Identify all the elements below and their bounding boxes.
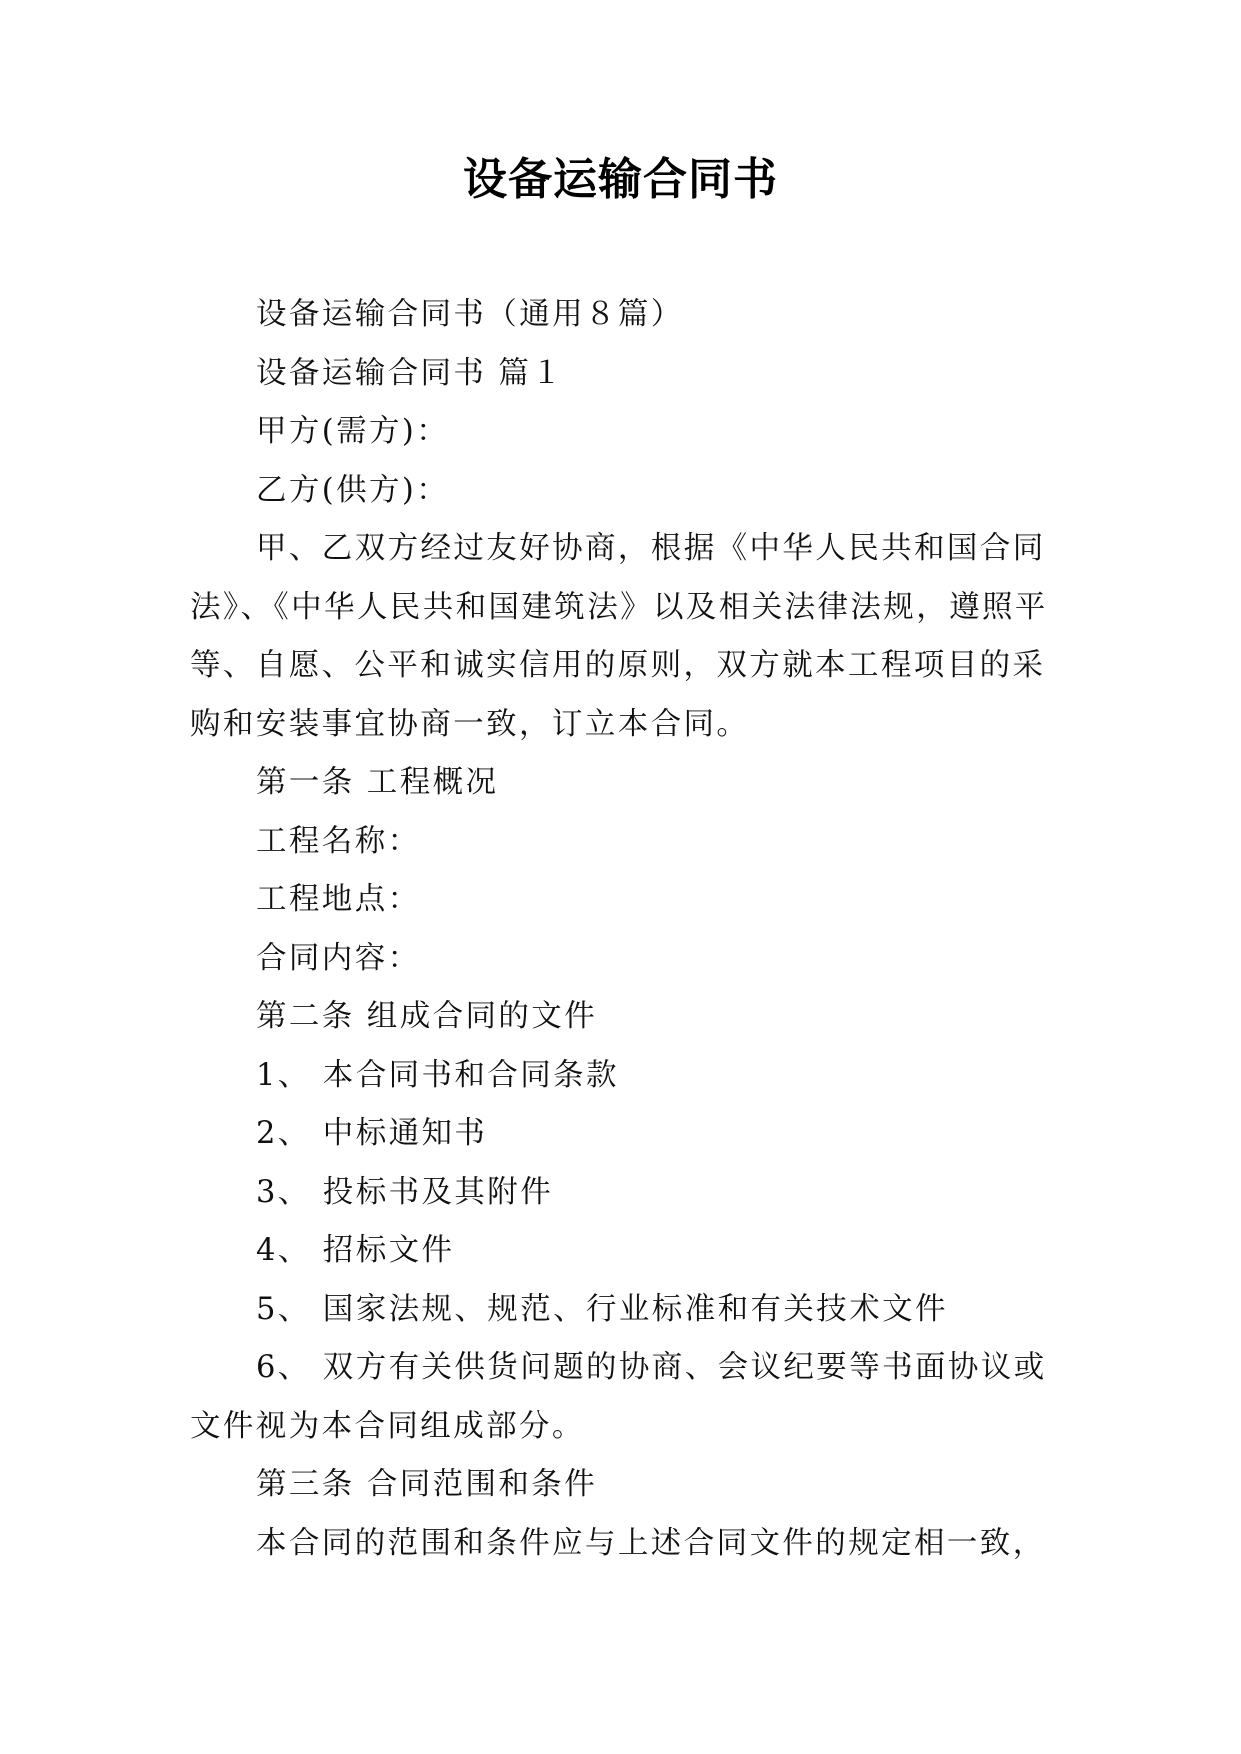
- article-heading: 第三条 合同范围和条件: [256, 1467, 598, 1502]
- list-item: 3、 投标书及其附件: [256, 1174, 554, 1210]
- paragraph-line: 法》、《中华人民共和国建筑法》以及相关法律法规，遵照平: [190, 589, 1048, 625]
- section-heading: 设备运输合同书 篇１: [256, 355, 565, 391]
- list-item: 6、 双方有关供货问题的协商、会议纪要等书面协议或: [256, 1350, 1047, 1385]
- document-body: [190, 286, 1052, 1573]
- paragraph-line: 甲、乙双方经过友好协商，根据《中华人民共和国合同: [256, 531, 1046, 566]
- list-item-continuation: 文件视为本合同组成部分。: [190, 1408, 585, 1444]
- field-line: 工程名称：: [256, 823, 421, 859]
- field-line: 工程地点：: [256, 882, 421, 917]
- paragraph-line: 本合同的范围和条件应与上述合同文件的规定相一致，: [256, 1525, 1046, 1561]
- list-item: 2、 中标通知书: [256, 1116, 488, 1151]
- list-item: 4、 招标文件: [256, 1233, 455, 1268]
- list-item: 1、 本合同书和合同条款: [256, 1057, 619, 1093]
- document-title: 设备运输合同书: [463, 154, 778, 205]
- list-item: 5、 国家法规、规范、行业标准和有关技术文件: [256, 1291, 948, 1327]
- party-a-line: 甲方(需方)：: [256, 414, 450, 449]
- field-line: 合同内容：: [256, 940, 421, 976]
- article-heading: 第二条 组成合同的文件: [256, 999, 598, 1034]
- paragraph-line: 等、自愿、公平和诚实信用的原则，双方就本工程项目的采: [190, 648, 1046, 683]
- article-heading: 第一条 工程概况: [256, 765, 499, 800]
- paragraph-line: 购和安装事宜协商一致，订立本合同。: [190, 706, 750, 742]
- party-b-line: 乙方(供方)：: [256, 472, 450, 508]
- subtitle-line: 设备运输合同书（通用８篇）: [256, 297, 684, 332]
